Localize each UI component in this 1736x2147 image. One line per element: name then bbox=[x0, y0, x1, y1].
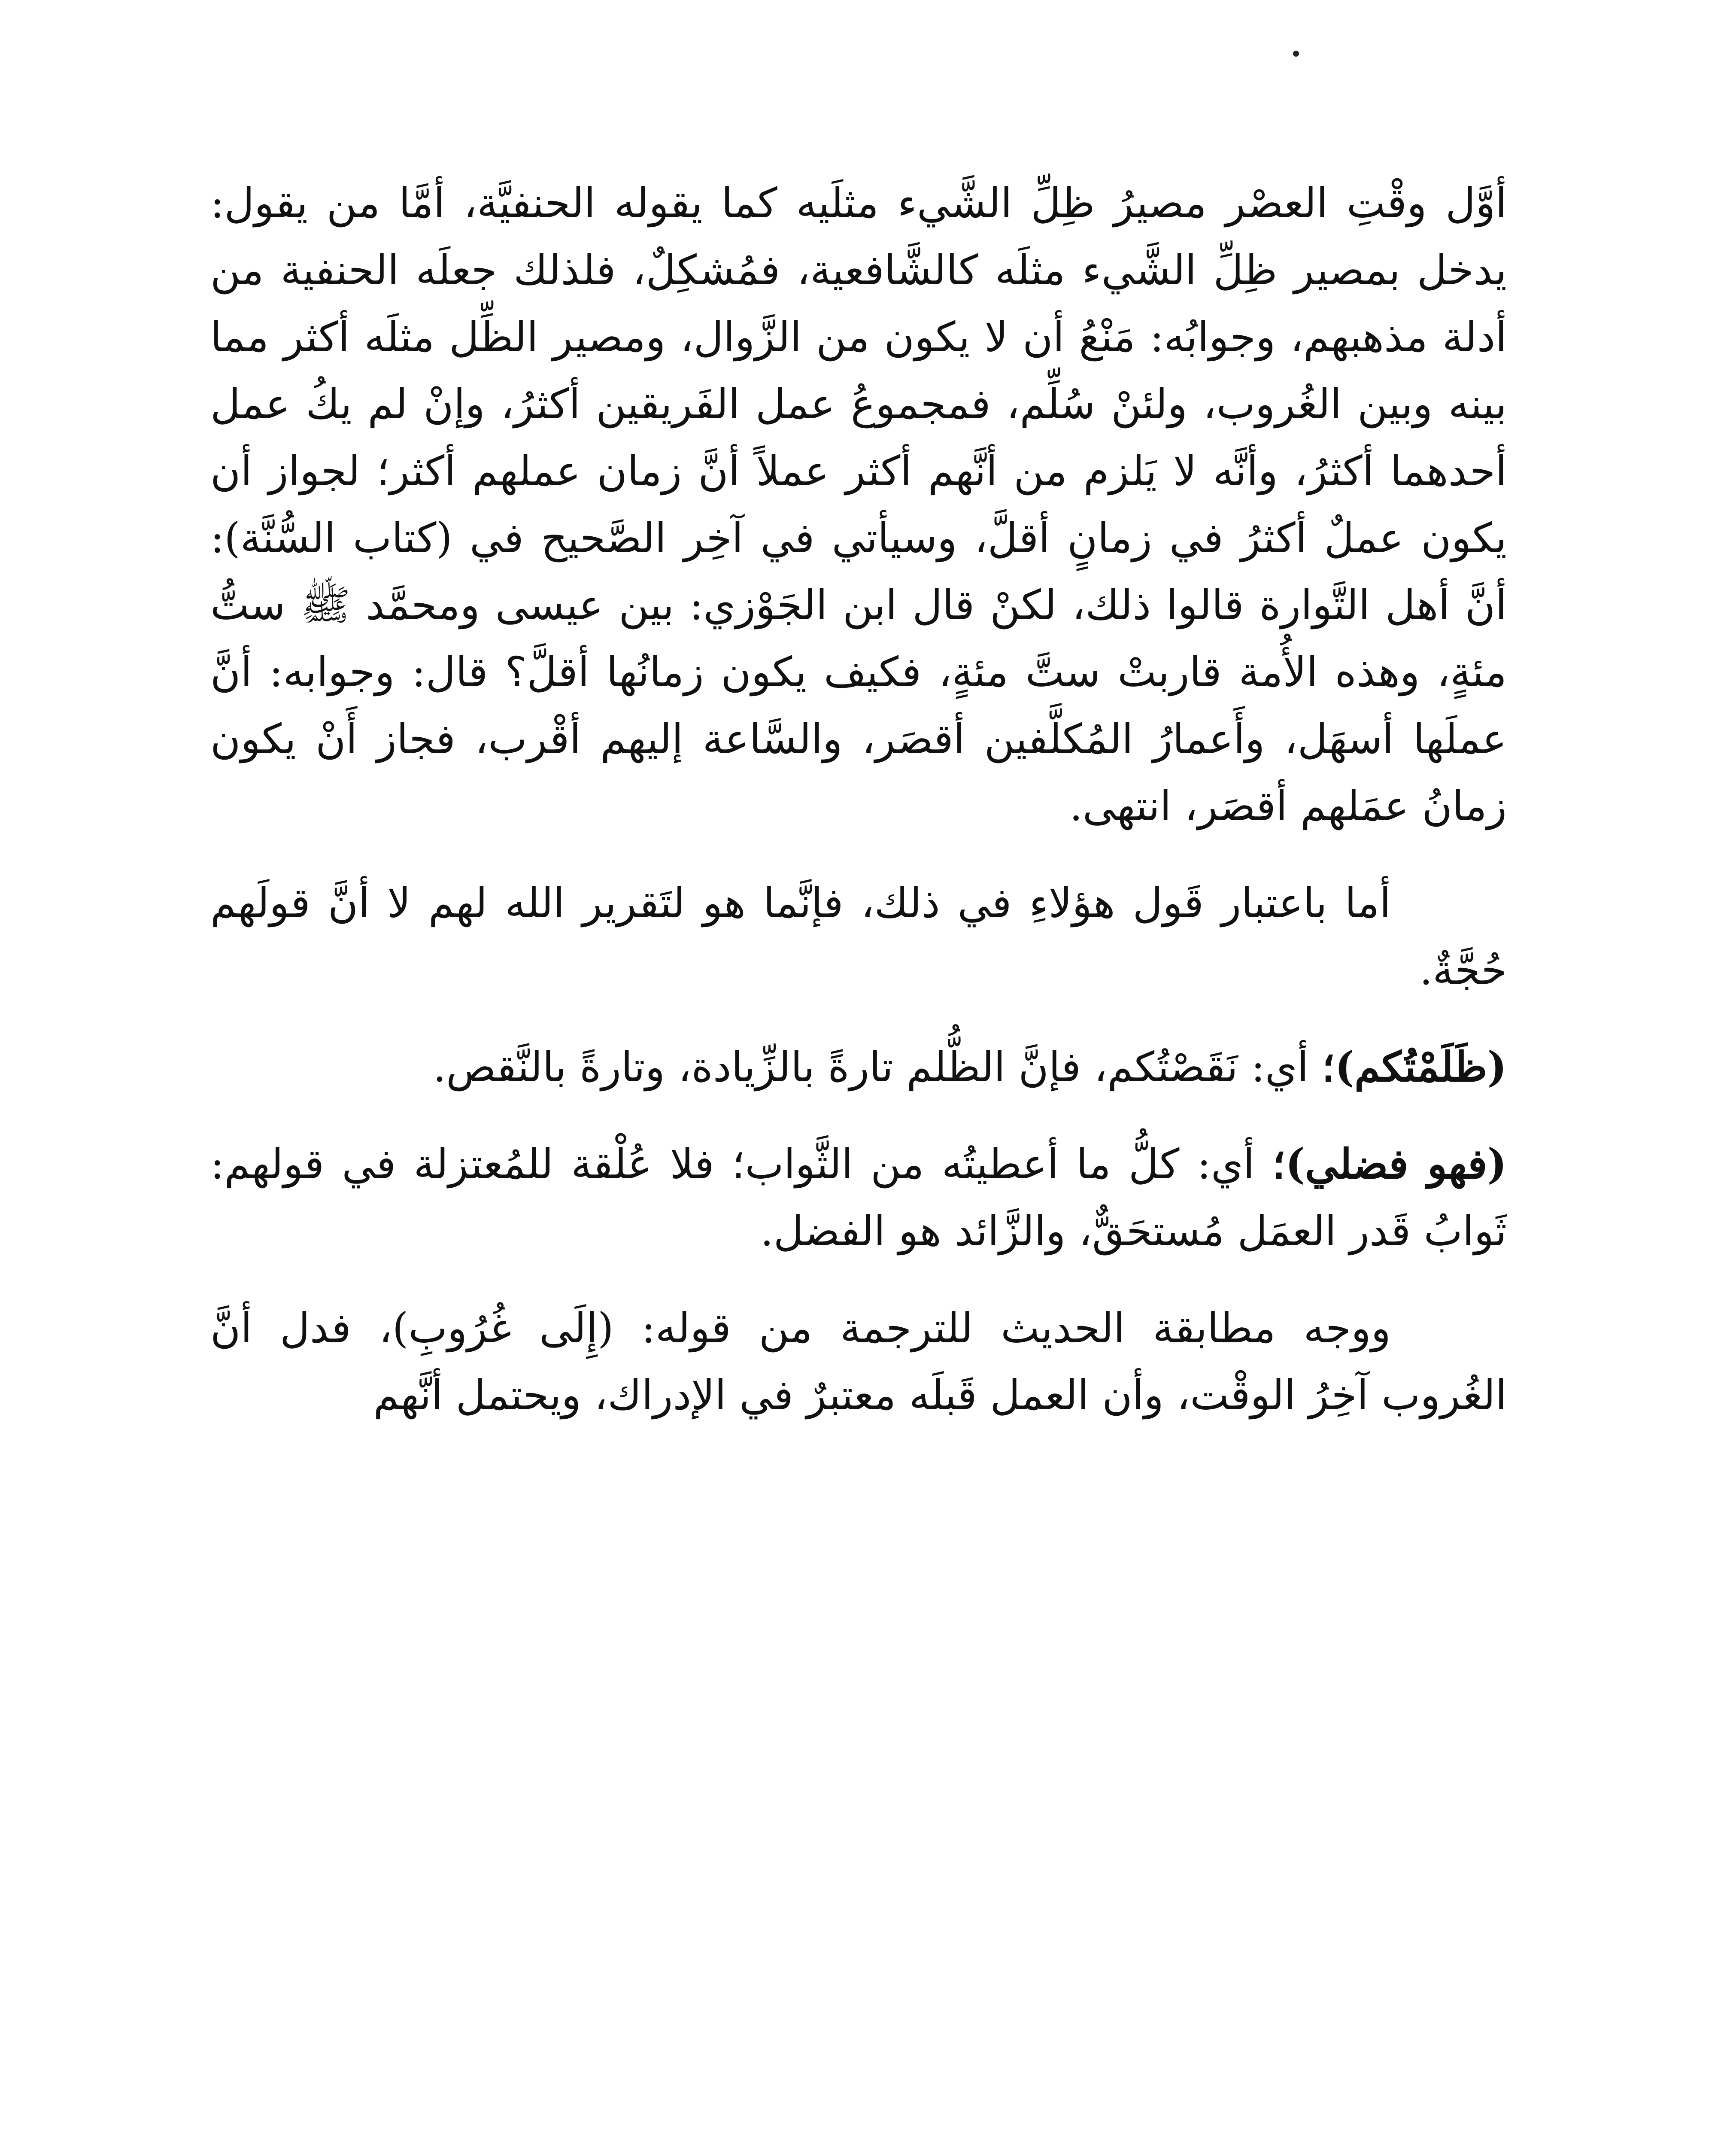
paragraph-1 bbox=[210, 170, 1507, 839]
paragraph-4 bbox=[210, 1131, 1507, 1265]
paragraph-3-body: أي: نَقَصْتُكم، فإنَّ الظُّلم تارةً بالزِّيادة، وتارةً بالنَّقص. bbox=[433, 1043, 1322, 1091]
paragraph-1-body: أوَّل وقْتِ العصْر مصيرُ ظِلِّ الشَّيء مثلَيه كما يقوله الحنفيَّة، أمَّا من يقول: يدخل بمصير ظِلِّ الشَّيء مثلَه كالشَّافعية، فمُشكِلٌ، فلذلك جعلَه الحنفية من أدلة مذهبهم، وجوابُه: مَنْعُ أن لا يكون من الزَّوال، ومصير الظِّل مثلَه أكثر مما بينه وبين الغُروب، ولئنْ سُلِّم، فمجموعُ عمل الفَريقين أكثرُ، وإنْ لم يكُ عمل أحدهما أكثرُ، وأنَّه لا يَلزم من أنَّهم أكثر عملاً أنَّ زمان عملهم أكثر؛ لجواز أن يكون عملٌ أكثرُ في زمانٍ أقلَّ، وسيأتي في آخِر الصَّحيح في (كتاب السُّنَّة): أنَّ أهل التَّوارة قالوا ذلك، لكنْ قال ابن الجَوْزي: بين عيسى ومحمَّد ﷺ ستُّ مئةٍ، وهذه الأُمة قاربتْ ستَّ مئةٍ، فكيف يكون زمانُها أقلَّ؟ قال: وجوابه: أنَّ عملَها أسهَل، وأَعمارُ المُكلَّفين أقصَر، والسَّاعة إليهم أقْرب، فجاز أَنْ يكون زمانُ عمَلهم أقصَر، انتهى. bbox=[210, 179, 1507, 830]
paragraph-5-body: ووجه مطابقة الحديث للترجمة من قوله: (إِلَى غُرُوبِ)، فدل أنَّ الغُروب آخِرُ الوقْت، وأن العمل قَبلَه معتبرٌ في الإدراك، ويحتمل أنَّهم bbox=[210, 1304, 1507, 1419]
paragraph-2-body: أما باعتبار قَول هؤلاءِ في ذلك، فإنَّما هو لتَقرير الله لهم لا أنَّ قولَهم حُجَّةٌ. bbox=[210, 879, 1507, 994]
page-speck bbox=[1293, 51, 1299, 57]
paragraph-5 bbox=[210, 1295, 1507, 1429]
paragraph-2 bbox=[210, 870, 1507, 1004]
paragraph-3-lead: (ظَلَمْتُكم)؛ bbox=[1322, 1043, 1507, 1091]
paragraph-4-body: أي: كلُّ ما أعطيتُه من الثَّواب؛ فلا عُلْقة للمُعتزلة في قولهم: ثَوابُ قَدر العمَل مُستحَقٌّ، والزَّائد هو الفضل. bbox=[210, 1140, 1507, 1255]
paragraph-4-lead: (فهو فضلي)؛ bbox=[1272, 1140, 1507, 1188]
paragraph-3 bbox=[210, 1034, 1507, 1101]
page-text bbox=[210, 170, 1507, 1429]
